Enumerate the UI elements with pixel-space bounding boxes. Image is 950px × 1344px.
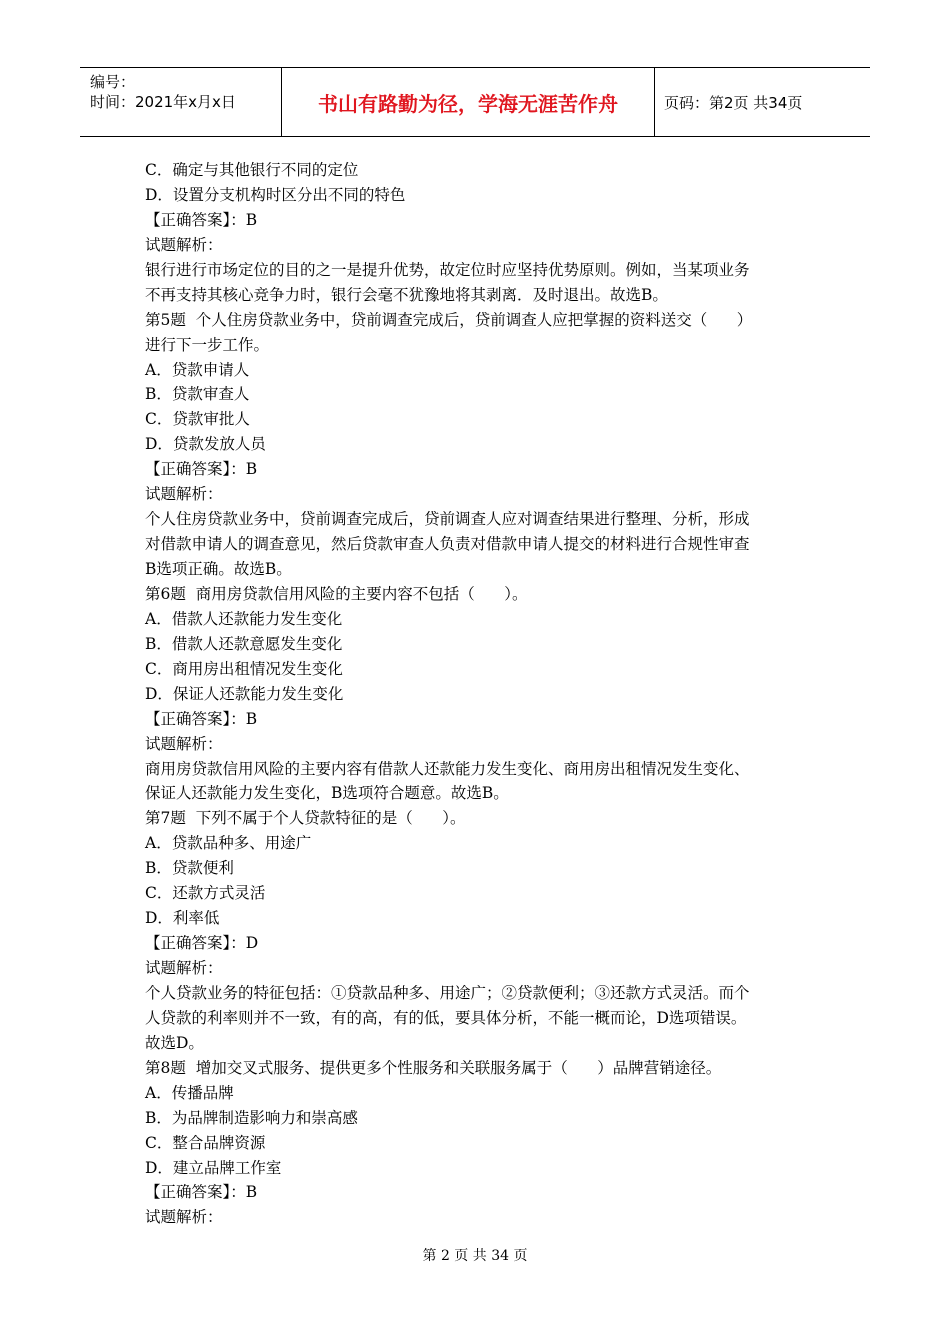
text-line: B．贷款审查人	[145, 385, 250, 404]
text-line: 试题解析：	[145, 485, 223, 504]
page-header	[80, 67, 870, 137]
number-label: 编号：	[90, 73, 136, 91]
text-line: C．整合品牌资源	[145, 1133, 266, 1152]
text-line: 试题解析：	[145, 235, 223, 254]
text-line: 个人住房贷款业务中，贷前调查完成后，贷前调查人应对调查结果进行整理、分析，形成	[145, 510, 750, 529]
text-line: 个人贷款业务的特征包括：①贷款品种多、用途广；②贷款便利；③还款方式灵活。而个	[145, 983, 750, 1002]
text-line: A．传播品牌	[145, 1083, 234, 1102]
text-line: C．确定与其他银行不同的定位	[145, 161, 359, 179]
text-line: 不再支持其核心竞争力时，银行会毫不犹豫地将其剥离．及时退出。故选B。	[145, 285, 668, 304]
text-line: D．建立品牌工作室	[145, 1158, 282, 1177]
text-line: 保证人还款能力发生变化，B选项符合题意。故选B。	[145, 784, 509, 803]
text-line: 进行下一步工作。	[145, 335, 270, 354]
text-line: 第8题 增加交叉式服务、提供更多个性服务和关联服务属于（ ）品牌营销途径。	[145, 1058, 722, 1077]
text-line: B．为品牌制造影响力和崇高感	[145, 1108, 358, 1127]
text-line: 试题解析：	[145, 959, 223, 977]
text-line: 第6题 商用房贷款信用风险的主要内容不包括（ ）。	[145, 584, 528, 603]
header-motto: 书山有路勤为径，学海无涯苦作舟	[282, 68, 655, 136]
text-line: D．保证人还款能力发生变化	[145, 684, 344, 703]
text-line: 对借款申请人的调查意见，然后贷款审查人负责对借款申请人提交的材料进行合规性审查	[145, 535, 750, 554]
text-line: B．贷款便利	[145, 859, 234, 878]
text-line: 【正确答案】：D	[145, 934, 259, 953]
text-line: 【正确答案】：B	[145, 709, 258, 728]
header-meta	[80, 68, 282, 136]
text-line: 【正确答案】：B	[145, 210, 258, 229]
text-line: 第5题 个人住房贷款业务中，贷前调查完成后，贷前调查人应把掌握的资料送交（ ）	[145, 310, 753, 329]
text-line: C．贷款审批人	[145, 410, 250, 429]
document-body	[145, 158, 815, 1230]
header-page-info: 页码：第2页 共34页	[664, 93, 803, 112]
time-label: 时间：2021年x月x日	[90, 93, 236, 111]
text-line: A．借款人还款能力发生变化	[145, 609, 343, 628]
text-line: 第7题 下列不属于个人贷款特征的是（ ）。	[145, 809, 466, 828]
text-line: 人贷款的利率则并不一致，有的高，有的低，要具体分析，不能一概而论，D选项错误。	[145, 1008, 747, 1027]
text-line: 【正确答案】：B	[145, 1183, 258, 1202]
text-line: A．贷款申请人	[145, 360, 250, 379]
text-line: A．贷款品种多、用途广	[145, 834, 312, 853]
text-line: 试题解析：	[145, 1208, 223, 1227]
text-line: 商用房贷款信用风险的主要内容有借款人还款能力发生变化、商用房出租情况发生变化、	[145, 759, 750, 778]
page-footer: 第 2 页 共 34 页	[422, 1248, 528, 1264]
text-line: D．贷款发放人员	[145, 435, 266, 454]
text-line: 【正确答案】：B	[145, 460, 258, 479]
text-line: D．利率低	[145, 909, 220, 928]
text-line: C．商用房出租情况发生变化	[145, 659, 343, 678]
text-line: D．设置分支机构时区分出不同的特色	[145, 185, 406, 204]
text-line: B选项正确。故选B。	[145, 560, 292, 578]
text-line: 银行进行市场定位的目的之一是提升优势，故定位时应坚持优势原则。例如，当某项业务	[145, 260, 750, 279]
text-line: 故选D。	[145, 1033, 204, 1052]
text-line: C．还款方式灵活	[145, 884, 266, 903]
text-line: B．借款人还款意愿发生变化	[145, 634, 343, 653]
text-line: 试题解析：	[145, 734, 223, 753]
